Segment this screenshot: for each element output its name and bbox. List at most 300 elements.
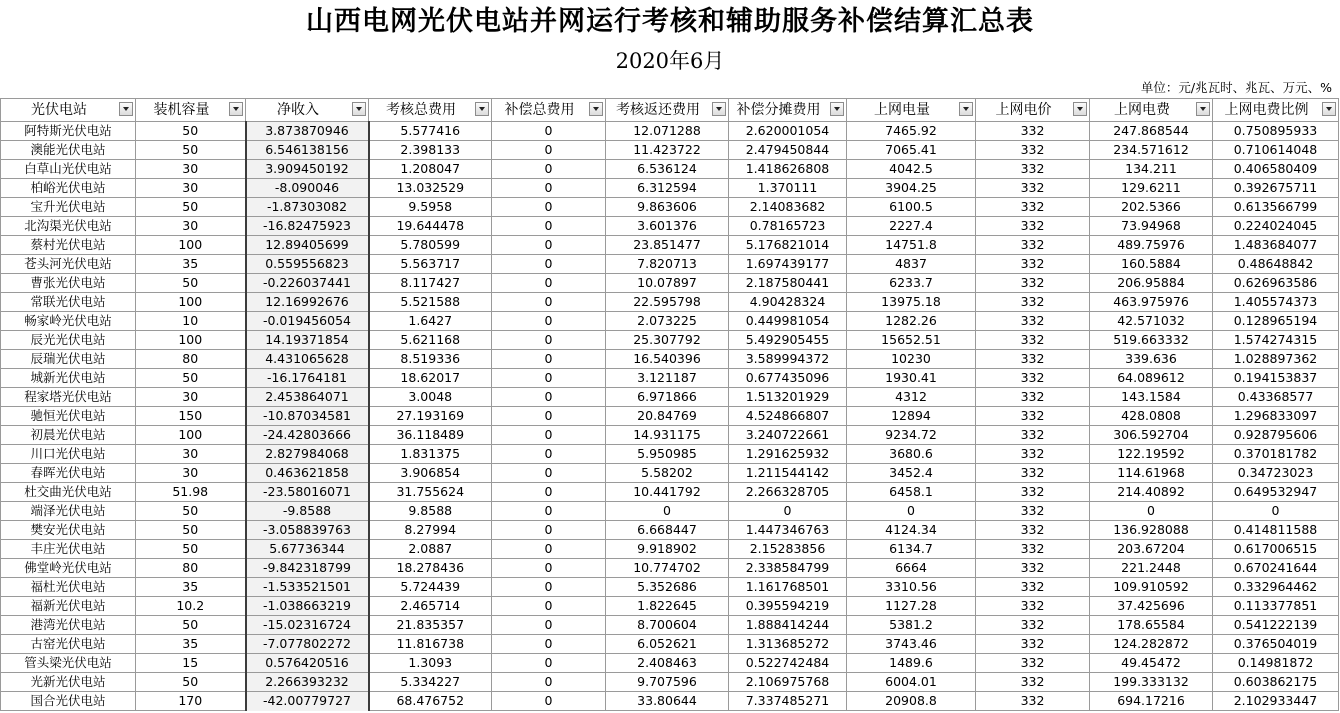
grid-fee-ratio-cell[interactable]: 0.14981872	[1213, 654, 1339, 673]
net-income-cell[interactable]: 2.266393232	[246, 673, 369, 692]
grid-fee-cell[interactable]: 463.975976	[1090, 293, 1213, 312]
grid-price-cell[interactable]: 332	[976, 654, 1090, 673]
compensation-total-cell[interactable]: 0	[492, 312, 606, 331]
assessment-refund-cell[interactable]: 8.700604	[606, 616, 729, 635]
station-name[interactable]: 宝升光伏电站	[1, 198, 136, 217]
grid-price-cell[interactable]: 332	[976, 312, 1090, 331]
compensation-total-cell[interactable]: 0	[492, 464, 606, 483]
compensation-total-cell[interactable]: 0	[492, 217, 606, 236]
assessment-refund-cell[interactable]: 9.918902	[606, 540, 729, 559]
grid-price-cell[interactable]: 332	[976, 540, 1090, 559]
compensation-share-cell[interactable]: 0.522742484	[729, 654, 847, 673]
compensation-share-cell[interactable]: 5.492905455	[729, 331, 847, 350]
filter-dropdown-button[interactable]	[352, 102, 366, 116]
compensation-share-cell[interactable]: 0	[729, 502, 847, 521]
assessment-total-cell[interactable]: 1.208047	[369, 160, 492, 179]
compensation-total-cell[interactable]: 0	[492, 616, 606, 635]
grid-fee-ratio-cell[interactable]: 0.603862175	[1213, 673, 1339, 692]
net-income-cell[interactable]: 0.576420516	[246, 654, 369, 673]
grid-energy-cell[interactable]: 3310.56	[847, 578, 976, 597]
grid-fee-cell[interactable]: 221.2448	[1090, 559, 1213, 578]
assessment-refund-cell[interactable]: 33.80644	[606, 692, 729, 711]
station-name[interactable]: 驰恒光伏电站	[1, 407, 136, 426]
station-name[interactable]: 城新光伏电站	[1, 369, 136, 388]
assessment-total-cell[interactable]: 8.117427	[369, 274, 492, 293]
station-name[interactable]: 国合光伏电站	[1, 692, 136, 711]
compensation-share-cell[interactable]: 7.337485271	[729, 692, 847, 711]
assessment-total-cell[interactable]: 3.906854	[369, 464, 492, 483]
grid-energy-cell[interactable]: 20908.8	[847, 692, 976, 711]
grid-price-cell[interactable]: 332	[976, 521, 1090, 540]
grid-fee-ratio-cell[interactable]: 0.113377851	[1213, 597, 1339, 616]
grid-energy-cell[interactable]: 10230	[847, 350, 976, 369]
grid-fee-cell[interactable]: 178.65584	[1090, 616, 1213, 635]
station-name[interactable]: 端泽光伏电站	[1, 502, 136, 521]
capacity-cell[interactable]: 50	[136, 122, 246, 141]
capacity-cell[interactable]: 50	[136, 274, 246, 293]
grid-energy-cell[interactable]: 14751.8	[847, 236, 976, 255]
compensation-total-cell[interactable]: 0	[492, 141, 606, 160]
grid-energy-cell[interactable]: 1930.41	[847, 369, 976, 388]
filter-dropdown-button[interactable]	[1196, 102, 1210, 116]
compensation-share-cell[interactable]: 0.449981054	[729, 312, 847, 331]
grid-fee-ratio-cell[interactable]: 0.617006515	[1213, 540, 1339, 559]
assessment-refund-cell[interactable]: 7.820713	[606, 255, 729, 274]
grid-fee-cell[interactable]: 143.1584	[1090, 388, 1213, 407]
grid-energy-cell[interactable]: 15652.51	[847, 331, 976, 350]
assessment-refund-cell[interactable]: 10.441792	[606, 483, 729, 502]
grid-fee-ratio-cell[interactable]: 0.626963586	[1213, 274, 1339, 293]
grid-fee-ratio-cell[interactable]: 0	[1213, 502, 1339, 521]
grid-energy-cell[interactable]: 2227.4	[847, 217, 976, 236]
compensation-total-cell[interactable]: 0	[492, 692, 606, 711]
station-name[interactable]: 初晨光伏电站	[1, 426, 136, 445]
station-name[interactable]: 春晖光伏电站	[1, 464, 136, 483]
compensation-total-cell[interactable]: 0	[492, 179, 606, 198]
grid-price-cell[interactable]: 332	[976, 350, 1090, 369]
grid-fee-ratio-cell[interactable]: 0.414811588	[1213, 521, 1339, 540]
grid-energy-cell[interactable]: 13975.18	[847, 293, 976, 312]
assessment-total-cell[interactable]: 1.831375	[369, 445, 492, 464]
compensation-share-cell[interactable]: 5.176821014	[729, 236, 847, 255]
assessment-refund-cell[interactable]: 14.931175	[606, 426, 729, 445]
grid-price-cell[interactable]: 332	[976, 559, 1090, 578]
assessment-total-cell[interactable]: 5.563717	[369, 255, 492, 274]
compensation-total-cell[interactable]: 0	[492, 122, 606, 141]
station-name[interactable]: 蔡村光伏电站	[1, 236, 136, 255]
compensation-share-cell[interactable]: 2.338584799	[729, 559, 847, 578]
assessment-total-cell[interactable]: 8.519336	[369, 350, 492, 369]
grid-fee-ratio-cell[interactable]: 0.750895933	[1213, 122, 1339, 141]
grid-fee-cell[interactable]: 42.571032	[1090, 312, 1213, 331]
grid-fee-cell[interactable]: 694.17216	[1090, 692, 1213, 711]
grid-energy-cell[interactable]: 9234.72	[847, 426, 976, 445]
compensation-total-cell[interactable]: 0	[492, 160, 606, 179]
compensation-share-cell[interactable]: 1.291625932	[729, 445, 847, 464]
grid-price-cell[interactable]: 332	[976, 407, 1090, 426]
capacity-cell[interactable]: 50	[136, 673, 246, 692]
net-income-cell[interactable]: 6.546138156	[246, 141, 369, 160]
net-income-cell[interactable]: -3.058839763	[246, 521, 369, 540]
grid-price-cell[interactable]: 332	[976, 217, 1090, 236]
grid-fee-ratio-cell[interactable]: 0.128965194	[1213, 312, 1339, 331]
grid-fee-ratio-cell[interactable]: 0.670241644	[1213, 559, 1339, 578]
grid-price-cell[interactable]: 332	[976, 426, 1090, 445]
assessment-total-cell[interactable]: 19.644478	[369, 217, 492, 236]
net-income-cell[interactable]: -1.533521501	[246, 578, 369, 597]
grid-fee-cell[interactable]: 428.0808	[1090, 407, 1213, 426]
net-income-cell[interactable]: -23.58016071	[246, 483, 369, 502]
station-name[interactable]: 曹张光伏电站	[1, 274, 136, 293]
net-income-cell[interactable]: -10.87034581	[246, 407, 369, 426]
grid-energy-cell[interactable]: 0	[847, 502, 976, 521]
grid-fee-cell[interactable]: 206.95884	[1090, 274, 1213, 293]
grid-energy-cell[interactable]: 4042.5	[847, 160, 976, 179]
assessment-total-cell[interactable]: 36.118489	[369, 426, 492, 445]
compensation-share-cell[interactable]: 2.479450844	[729, 141, 847, 160]
grid-fee-cell[interactable]: 519.663332	[1090, 331, 1213, 350]
grid-fee-ratio-cell[interactable]: 0.928795606	[1213, 426, 1339, 445]
filter-dropdown-button[interactable]	[712, 102, 726, 116]
station-name[interactable]: 畅家岭光伏电站	[1, 312, 136, 331]
station-name[interactable]: 光新光伏电站	[1, 673, 136, 692]
grid-fee-ratio-cell[interactable]: 0.406580409	[1213, 160, 1339, 179]
assessment-total-cell[interactable]: 8.27994	[369, 521, 492, 540]
capacity-cell[interactable]: 15	[136, 654, 246, 673]
grid-fee-cell[interactable]: 199.333132	[1090, 673, 1213, 692]
station-name[interactable]: 常联光伏电站	[1, 293, 136, 312]
net-income-cell[interactable]: 2.453864071	[246, 388, 369, 407]
assessment-total-cell[interactable]: 2.398133	[369, 141, 492, 160]
net-income-cell[interactable]: -7.077802272	[246, 635, 369, 654]
assessment-refund-cell[interactable]: 6.536124	[606, 160, 729, 179]
grid-energy-cell[interactable]: 7465.92	[847, 122, 976, 141]
net-income-cell[interactable]: 12.89405699	[246, 236, 369, 255]
grid-fee-ratio-cell[interactable]: 1.483684077	[1213, 236, 1339, 255]
grid-fee-cell[interactable]: 129.6211	[1090, 179, 1213, 198]
compensation-share-cell[interactable]: 1.418626808	[729, 160, 847, 179]
assessment-refund-cell[interactable]: 6.971866	[606, 388, 729, 407]
station-name[interactable]: 丰庄光伏电站	[1, 540, 136, 559]
assessment-refund-cell[interactable]: 11.423722	[606, 141, 729, 160]
capacity-cell[interactable]: 10.2	[136, 597, 246, 616]
grid-fee-cell[interactable]: 114.61968	[1090, 464, 1213, 483]
station-name[interactable]: 澳能光伏电站	[1, 141, 136, 160]
grid-energy-cell[interactable]: 6458.1	[847, 483, 976, 502]
net-income-cell[interactable]: 3.909450192	[246, 160, 369, 179]
station-name[interactable]: 樊安光伏电站	[1, 521, 136, 540]
assessment-refund-cell[interactable]: 12.071288	[606, 122, 729, 141]
grid-fee-cell[interactable]: 73.94968	[1090, 217, 1213, 236]
net-income-cell[interactable]: -16.82475923	[246, 217, 369, 236]
compensation-share-cell[interactable]: 1.697439177	[729, 255, 847, 274]
net-income-cell[interactable]: 0.559556823	[246, 255, 369, 274]
grid-energy-cell[interactable]: 3904.25	[847, 179, 976, 198]
grid-energy-cell[interactable]: 12894	[847, 407, 976, 426]
grid-price-cell[interactable]: 332	[976, 160, 1090, 179]
grid-price-cell[interactable]: 332	[976, 616, 1090, 635]
grid-fee-ratio-cell[interactable]: 0.34723023	[1213, 464, 1339, 483]
capacity-cell[interactable]: 30	[136, 179, 246, 198]
net-income-cell[interactable]: 14.19371854	[246, 331, 369, 350]
compensation-share-cell[interactable]: 4.90428324	[729, 293, 847, 312]
capacity-cell[interactable]: 50	[136, 616, 246, 635]
filter-dropdown-button[interactable]	[475, 102, 489, 116]
filter-dropdown-button[interactable]	[1322, 102, 1336, 116]
assessment-refund-cell[interactable]: 3.601376	[606, 217, 729, 236]
compensation-total-cell[interactable]: 0	[492, 274, 606, 293]
assessment-total-cell[interactable]: 3.0048	[369, 388, 492, 407]
grid-fee-ratio-cell[interactable]: 1.574274315	[1213, 331, 1339, 350]
capacity-cell[interactable]: 35	[136, 578, 246, 597]
grid-fee-cell[interactable]: 214.40892	[1090, 483, 1213, 502]
compensation-share-cell[interactable]: 0.395594219	[729, 597, 847, 616]
grid-price-cell[interactable]: 332	[976, 293, 1090, 312]
net-income-cell[interactable]: -42.00779727	[246, 692, 369, 711]
compensation-share-cell[interactable]: 1.211544142	[729, 464, 847, 483]
assessment-refund-cell[interactable]: 2.408463	[606, 654, 729, 673]
assessment-refund-cell[interactable]: 6.052621	[606, 635, 729, 654]
assessment-refund-cell[interactable]: 6.312594	[606, 179, 729, 198]
grid-price-cell[interactable]: 332	[976, 255, 1090, 274]
assessment-total-cell[interactable]: 27.193169	[369, 407, 492, 426]
grid-energy-cell[interactable]: 1127.28	[847, 597, 976, 616]
filter-dropdown-button[interactable]	[959, 102, 973, 116]
assessment-total-cell[interactable]: 9.5958	[369, 198, 492, 217]
compensation-total-cell[interactable]: 0	[492, 236, 606, 255]
assessment-refund-cell[interactable]: 16.540396	[606, 350, 729, 369]
capacity-cell[interactable]: 50	[136, 198, 246, 217]
grid-fee-cell[interactable]: 134.211	[1090, 160, 1213, 179]
grid-fee-ratio-cell[interactable]: 1.405574373	[1213, 293, 1339, 312]
grid-fee-cell[interactable]: 64.089612	[1090, 369, 1213, 388]
net-income-cell[interactable]: -9.842318799	[246, 559, 369, 578]
grid-energy-cell[interactable]: 6233.7	[847, 274, 976, 293]
grid-fee-cell[interactable]: 122.19592	[1090, 445, 1213, 464]
assessment-total-cell[interactable]: 18.278436	[369, 559, 492, 578]
assessment-total-cell[interactable]: 2.465714	[369, 597, 492, 616]
compensation-total-cell[interactable]: 0	[492, 369, 606, 388]
grid-energy-cell[interactable]: 4837	[847, 255, 976, 274]
capacity-cell[interactable]: 51.98	[136, 483, 246, 502]
assessment-refund-cell[interactable]: 3.121187	[606, 369, 729, 388]
compensation-total-cell[interactable]: 0	[492, 331, 606, 350]
grid-energy-cell[interactable]: 4312	[847, 388, 976, 407]
assessment-total-cell[interactable]: 21.835357	[369, 616, 492, 635]
net-income-cell[interactable]: 5.67736344	[246, 540, 369, 559]
station-name[interactable]: 港湾光伏电站	[1, 616, 136, 635]
compensation-total-cell[interactable]: 0	[492, 388, 606, 407]
capacity-cell[interactable]: 150	[136, 407, 246, 426]
capacity-cell[interactable]: 30	[136, 388, 246, 407]
grid-price-cell[interactable]: 332	[976, 236, 1090, 255]
grid-energy-cell[interactable]: 6664	[847, 559, 976, 578]
assessment-refund-cell[interactable]: 5.352686	[606, 578, 729, 597]
compensation-total-cell[interactable]: 0	[492, 198, 606, 217]
grid-fee-ratio-cell[interactable]: 0.194153837	[1213, 369, 1339, 388]
grid-energy-cell[interactable]: 3680.6	[847, 445, 976, 464]
capacity-cell[interactable]: 100	[136, 293, 246, 312]
compensation-total-cell[interactable]: 0	[492, 293, 606, 312]
grid-price-cell[interactable]: 332	[976, 673, 1090, 692]
assessment-refund-cell[interactable]: 10.774702	[606, 559, 729, 578]
grid-energy-cell[interactable]: 7065.41	[847, 141, 976, 160]
grid-price-cell[interactable]: 332	[976, 274, 1090, 293]
grid-fee-cell[interactable]: 203.67204	[1090, 540, 1213, 559]
assessment-total-cell[interactable]: 13.032529	[369, 179, 492, 198]
net-income-cell[interactable]: -15.02316724	[246, 616, 369, 635]
assessment-total-cell[interactable]: 5.780599	[369, 236, 492, 255]
grid-price-cell[interactable]: 332	[976, 692, 1090, 711]
station-name[interactable]: 古窑光伏电站	[1, 635, 136, 654]
net-income-cell[interactable]: -24.42803666	[246, 426, 369, 445]
assessment-refund-cell[interactable]: 1.822645	[606, 597, 729, 616]
compensation-share-cell[interactable]: 1.161768501	[729, 578, 847, 597]
capacity-cell[interactable]: 100	[136, 236, 246, 255]
grid-fee-ratio-cell[interactable]: 1.296833097	[1213, 407, 1339, 426]
station-name[interactable]: 阿特斯光伏电站	[1, 122, 136, 141]
net-income-cell[interactable]: -0.019456054	[246, 312, 369, 331]
station-name[interactable]: 杜交曲光伏电站	[1, 483, 136, 502]
capacity-cell[interactable]: 35	[136, 255, 246, 274]
grid-energy-cell[interactable]: 1489.6	[847, 654, 976, 673]
filter-dropdown-button[interactable]	[589, 102, 603, 116]
capacity-cell[interactable]: 100	[136, 426, 246, 445]
station-name[interactable]: 白草山光伏电站	[1, 160, 136, 179]
grid-energy-cell[interactable]: 3743.46	[847, 635, 976, 654]
capacity-cell[interactable]: 50	[136, 141, 246, 160]
capacity-cell[interactable]: 10	[136, 312, 246, 331]
assessment-total-cell[interactable]: 5.577416	[369, 122, 492, 141]
assessment-refund-cell[interactable]: 0	[606, 502, 729, 521]
assessment-total-cell[interactable]: 31.755624	[369, 483, 492, 502]
assessment-total-cell[interactable]: 2.0887	[369, 540, 492, 559]
grid-fee-ratio-cell[interactable]: 0.376504019	[1213, 635, 1339, 654]
grid-fee-ratio-cell[interactable]: 2.102933447	[1213, 692, 1339, 711]
grid-price-cell[interactable]: 332	[976, 141, 1090, 160]
capacity-cell[interactable]: 100	[136, 331, 246, 350]
filter-dropdown-button[interactable]	[830, 102, 844, 116]
compensation-total-cell[interactable]: 0	[492, 502, 606, 521]
capacity-cell[interactable]: 50	[136, 502, 246, 521]
grid-fee-cell[interactable]: 0	[1090, 502, 1213, 521]
compensation-share-cell[interactable]: 1.513201929	[729, 388, 847, 407]
net-income-cell[interactable]: 3.873870946	[246, 122, 369, 141]
compensation-total-cell[interactable]: 0	[492, 255, 606, 274]
grid-price-cell[interactable]: 332	[976, 635, 1090, 654]
assessment-total-cell[interactable]: 1.3093	[369, 654, 492, 673]
compensation-share-cell[interactable]: 3.589994372	[729, 350, 847, 369]
grid-fee-ratio-cell[interactable]: 0.649532947	[1213, 483, 1339, 502]
assessment-total-cell[interactable]: 9.8588	[369, 502, 492, 521]
grid-price-cell[interactable]: 332	[976, 445, 1090, 464]
compensation-total-cell[interactable]: 0	[492, 350, 606, 369]
compensation-total-cell[interactable]: 0	[492, 559, 606, 578]
capacity-cell[interactable]: 35	[136, 635, 246, 654]
compensation-total-cell[interactable]: 0	[492, 635, 606, 654]
grid-price-cell[interactable]: 332	[976, 331, 1090, 350]
grid-fee-ratio-cell[interactable]: 0.48648842	[1213, 255, 1339, 274]
grid-fee-cell[interactable]: 202.5366	[1090, 198, 1213, 217]
grid-fee-ratio-cell[interactable]: 1.028897362	[1213, 350, 1339, 369]
net-income-cell[interactable]: -16.1764181	[246, 369, 369, 388]
grid-fee-cell[interactable]: 49.45472	[1090, 654, 1213, 673]
grid-energy-cell[interactable]: 6134.7	[847, 540, 976, 559]
assessment-refund-cell[interactable]: 25.307792	[606, 331, 729, 350]
net-income-cell[interactable]: -8.090046	[246, 179, 369, 198]
assessment-total-cell[interactable]: 18.62017	[369, 369, 492, 388]
compensation-share-cell[interactable]: 1.447346763	[729, 521, 847, 540]
station-name[interactable]: 柏峪光伏电站	[1, 179, 136, 198]
filter-dropdown-button[interactable]	[119, 102, 133, 116]
assessment-total-cell[interactable]: 1.6427	[369, 312, 492, 331]
capacity-cell[interactable]: 50	[136, 521, 246, 540]
compensation-total-cell[interactable]: 0	[492, 540, 606, 559]
net-income-cell[interactable]: -1.038663219	[246, 597, 369, 616]
grid-fee-cell[interactable]: 247.868544	[1090, 122, 1213, 141]
compensation-share-cell[interactable]: 4.524866807	[729, 407, 847, 426]
assessment-refund-cell[interactable]: 23.851477	[606, 236, 729, 255]
grid-price-cell[interactable]: 332	[976, 502, 1090, 521]
grid-price-cell[interactable]: 332	[976, 179, 1090, 198]
station-name[interactable]: 福新光伏电站	[1, 597, 136, 616]
compensation-share-cell[interactable]: 0.78165723	[729, 217, 847, 236]
assessment-total-cell[interactable]: 11.816738	[369, 635, 492, 654]
grid-energy-cell[interactable]: 4124.34	[847, 521, 976, 540]
station-name[interactable]: 福杜光伏电站	[1, 578, 136, 597]
station-name[interactable]: 北沟渠光伏电站	[1, 217, 136, 236]
compensation-share-cell[interactable]: 2.15283856	[729, 540, 847, 559]
grid-price-cell[interactable]: 332	[976, 483, 1090, 502]
compensation-total-cell[interactable]: 0	[492, 578, 606, 597]
grid-energy-cell[interactable]: 5381.2	[847, 616, 976, 635]
capacity-cell[interactable]: 80	[136, 350, 246, 369]
grid-energy-cell[interactable]: 1282.26	[847, 312, 976, 331]
grid-fee-cell[interactable]: 234.571612	[1090, 141, 1213, 160]
grid-fee-cell[interactable]: 489.75976	[1090, 236, 1213, 255]
grid-price-cell[interactable]: 332	[976, 597, 1090, 616]
grid-fee-ratio-cell[interactable]: 0.43368577	[1213, 388, 1339, 407]
compensation-total-cell[interactable]: 0	[492, 597, 606, 616]
assessment-total-cell[interactable]: 68.476752	[369, 692, 492, 711]
assessment-refund-cell[interactable]: 9.707596	[606, 673, 729, 692]
compensation-total-cell[interactable]: 0	[492, 654, 606, 673]
capacity-cell[interactable]: 30	[136, 160, 246, 179]
grid-price-cell[interactable]: 332	[976, 464, 1090, 483]
grid-energy-cell[interactable]: 3452.4	[847, 464, 976, 483]
assessment-refund-cell[interactable]: 9.863606	[606, 198, 729, 217]
net-income-cell[interactable]: 4.431065628	[246, 350, 369, 369]
compensation-share-cell[interactable]: 2.106975768	[729, 673, 847, 692]
grid-price-cell[interactable]: 332	[976, 369, 1090, 388]
capacity-cell[interactable]: 30	[136, 464, 246, 483]
assessment-refund-cell[interactable]: 6.668447	[606, 521, 729, 540]
compensation-total-cell[interactable]: 0	[492, 445, 606, 464]
compensation-total-cell[interactable]: 0	[492, 521, 606, 540]
capacity-cell[interactable]: 170	[136, 692, 246, 711]
assessment-refund-cell[interactable]: 22.595798	[606, 293, 729, 312]
grid-fee-ratio-cell[interactable]: 0.332964462	[1213, 578, 1339, 597]
capacity-cell[interactable]: 30	[136, 445, 246, 464]
compensation-total-cell[interactable]: 0	[492, 483, 606, 502]
station-name[interactable]: 程家塔光伏电站	[1, 388, 136, 407]
grid-price-cell[interactable]: 332	[976, 122, 1090, 141]
grid-fee-cell[interactable]: 339.636	[1090, 350, 1213, 369]
grid-fee-cell[interactable]: 124.282872	[1090, 635, 1213, 654]
grid-fee-ratio-cell[interactable]: 0.541222139	[1213, 616, 1339, 635]
grid-fee-ratio-cell[interactable]: 0.613566799	[1213, 198, 1339, 217]
station-name[interactable]: 佛堂岭光伏电站	[1, 559, 136, 578]
